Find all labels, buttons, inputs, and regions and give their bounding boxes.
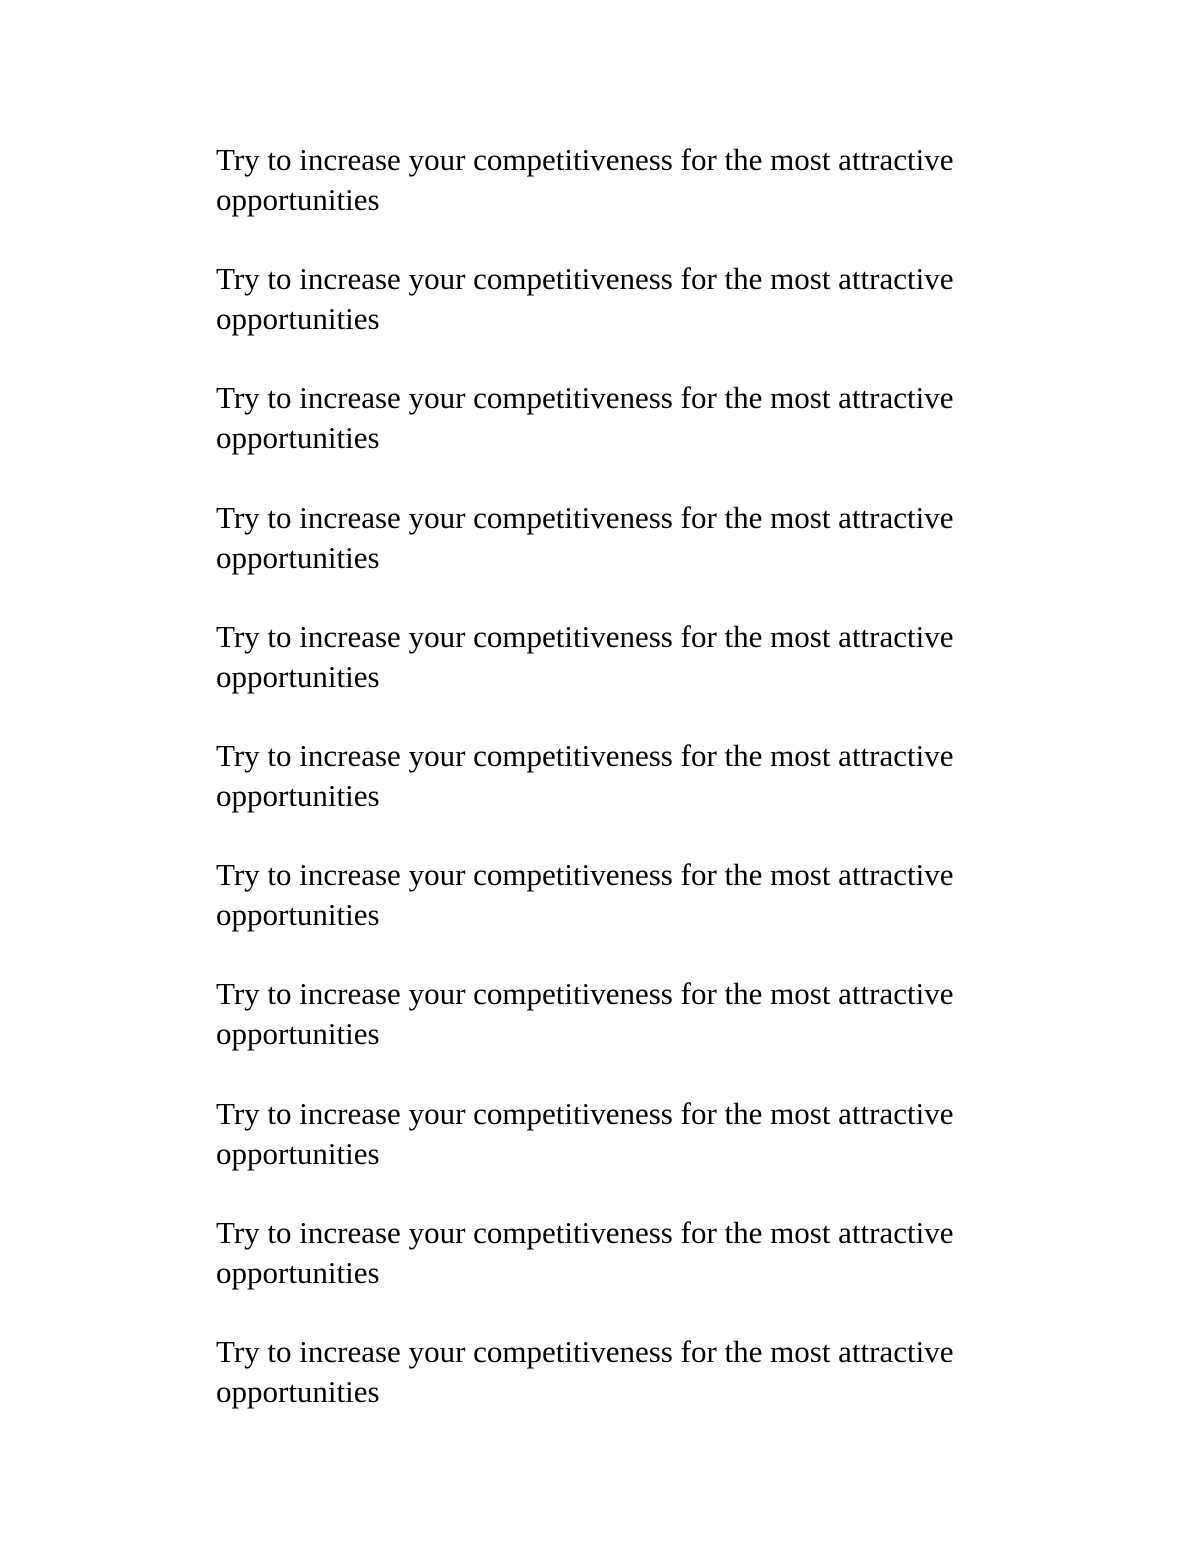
paragraph: Try to increase your competitiveness for the most attractive opportunities (216, 976, 954, 1052)
paragraph: Try to increase your competitiveness for the most attractive opportunities (216, 618, 954, 694)
paragraph: Try to increase your competitiveness for the most attractive opportunities (216, 737, 954, 813)
paragraph: Try to increase your competitiveness for the most attractive opportunities (216, 142, 954, 217)
paragraph: Try to increase your competitiveness for the most attractive opportunities (216, 261, 954, 337)
paragraph: Try to increase your competitiveness for the most attractive opportunities (216, 1333, 954, 1409)
paragraph: Try to increase your competitiveness for the most attractive opportunities (216, 380, 954, 456)
paragraph: Try to increase your competitiveness for the most attractive opportunities (216, 1214, 954, 1290)
paragraph: Try to increase your competitiveness for the most attractive opportunities (216, 857, 954, 933)
document-body (216, 140, 1006, 1451)
paragraph: Try to increase your competitiveness for the most attractive opportunities (216, 499, 954, 575)
paragraph: Try to increase your competitiveness for the most attractive opportunities (216, 1095, 954, 1171)
